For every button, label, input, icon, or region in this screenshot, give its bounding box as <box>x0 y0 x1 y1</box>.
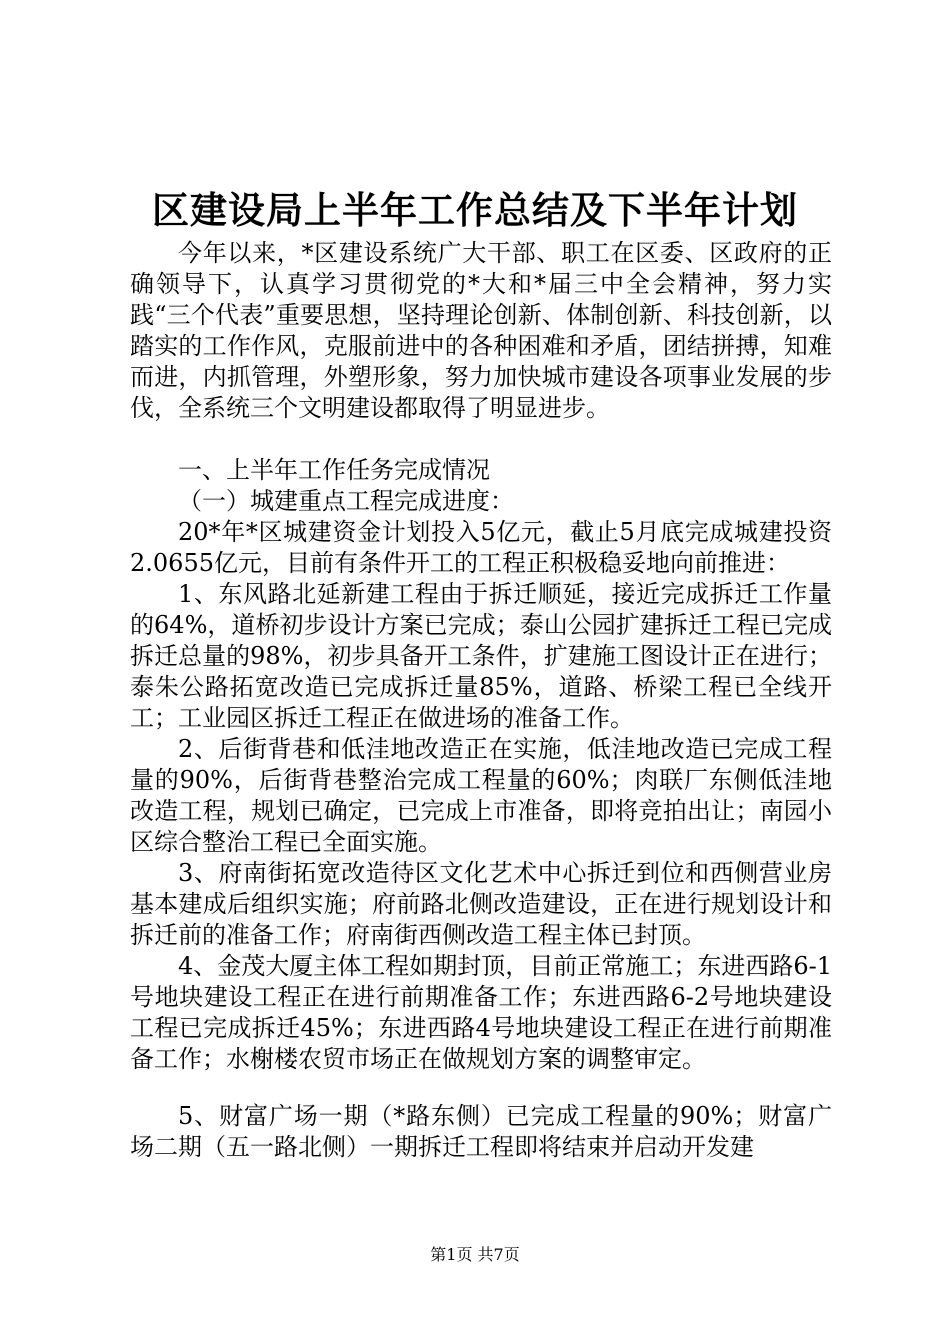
paragraph-item-3: 3、府南街拓宽改造待区文化艺术中心拆迁到位和西侧营业房基本建成后组织实施；府前路北侧改造建设，正在进行规划设计和拆迁前的准备工作；府南街西侧改造工程主体已封顶。 <box>130 859 832 949</box>
subsection-heading: （一）城建重点工程完成进度： <box>178 487 514 515</box>
paragraph-item-2: 2、后街背巷和低洼地改造正在实施，低洼地改造已完成工程量的90%，后街背巷整治完成工程量的60%；肉联厂东侧低洼地改造工程，规划已确定，已完成上市准备，即将竞拍出让；南园小区综合整治工程已全面实施。 <box>130 735 832 856</box>
document-title: 区建设局上半年工作总结及下半年计划 <box>152 188 798 232</box>
paragraph-investment: 20*年*区城建资金计划投入5亿元，截止5月底完成城建投资2.0655亿元，目前有条件开工的工程正积极稳妥地向前推进： <box>130 518 832 577</box>
page-indicator: 第1页 共7页 <box>430 1245 520 1264</box>
paragraph-item-1: 1、东风路北延新建工程由于拆迁顺延，接近完成拆迁工作量的64%，道桥初步设计方案已完成；泰山公园扩建拆迁工程已完成拆迁总量的98%，初步具备开工条件，扩建施工图设计正在进行；泰朱公路拓宽改造已完成拆迁量85%，道路、桥梁工程已全线开工；工业园区拆迁工程正在做进场的准备工作。 <box>130 580 832 732</box>
paragraph-intro: 今年以来，*区建设系统广大干部、职工在区委、区政府的正确领导下，认真学习贯彻党的*大和*届三中全会精神，努力实践“三个代表”重要思想，坚持理论创新、体制创新、科技创新，以踏实的工作作风，克服前进中的各种困难和矛盾，团结拼搏，知难而进，内抓管理，外塑形象，努力加快城市建设各项事业发展的步伐，全系统三个文明建设都取得了明显进步。 <box>130 239 832 422</box>
paragraph-item-4: 4、金茂大厦主体工程如期封顶，目前正常施工；东进西路6-1号地块建设工程正在进行前期准备工作；东进西路6-2号地块建设工程已完成拆迁45%；东进西路4号地块建设工程正在进行前期准备工作；水榭楼农贸市场正在做规划方案的调整审定。 <box>130 952 832 1073</box>
section-heading: 一、上半年工作任务完成情况 <box>178 456 490 484</box>
document-body <box>130 238 832 1163</box>
paragraph-item-5: 5、财富广场一期（*路东侧）已完成工程量的90%；财富广场二期（五一路北侧）一期拆迁工程即将结束并启动开发建 <box>130 1102 832 1161</box>
